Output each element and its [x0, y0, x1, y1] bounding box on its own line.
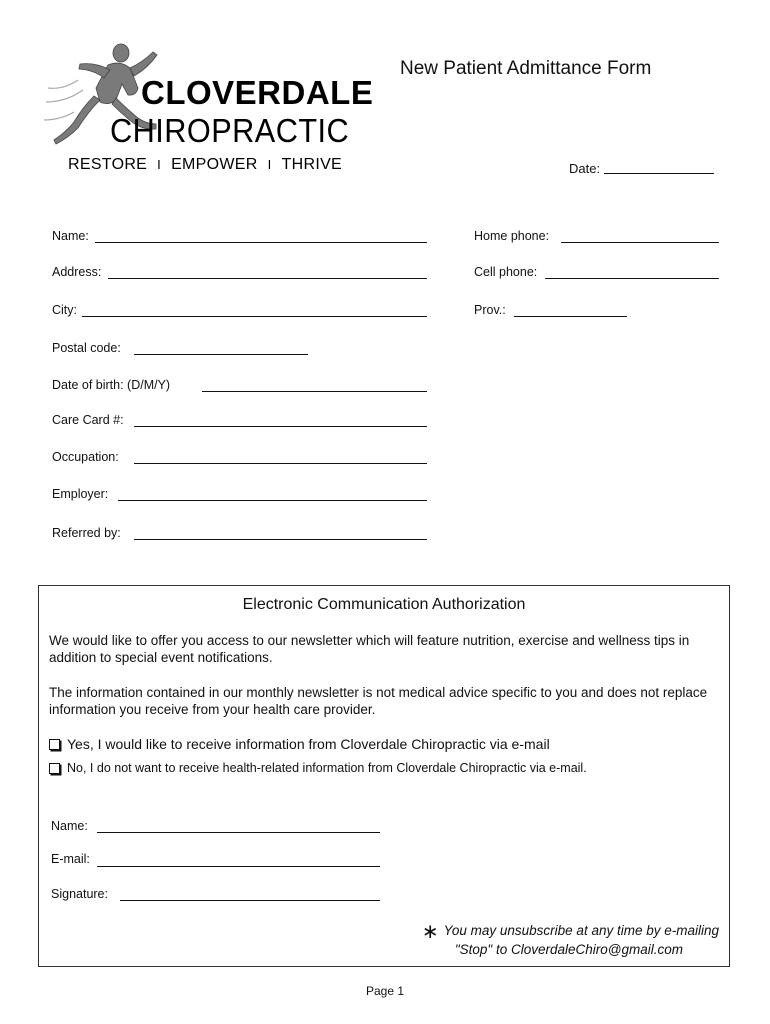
city-field[interactable]	[82, 316, 427, 317]
auth-email-field[interactable]	[97, 866, 380, 867]
authorization-title: Electronic Communication Authorization	[242, 596, 526, 613]
occupation-field[interactable]	[134, 463, 427, 464]
referred-by-label: Referred by:	[52, 526, 121, 540]
tagline-restore: RESTORE	[68, 156, 148, 173]
auth-name-field[interactable]	[97, 832, 380, 833]
clinic-logo	[38, 40, 374, 190]
brand-name: CLOVERDALE	[141, 74, 374, 111]
employer-field[interactable]	[118, 500, 427, 501]
tagline-empower: EMPOWER	[171, 156, 258, 173]
unsubscribe-note	[422, 922, 719, 959]
authorization-paragraph-2: The information contained in our monthly newsletter is not medical advice specific to you and does not replace information you receive from your health care provider.	[49, 685, 708, 717]
cell-phone-label: Cell phone:	[474, 265, 538, 279]
date-of-birth-label: Date of birth: (D/M/Y)	[52, 378, 171, 392]
option-no-row[interactable]	[49, 761, 587, 775]
date-field[interactable]	[604, 173, 714, 174]
employer-label: Employer:	[52, 487, 109, 501]
brand-subtitle: CHIROPRACTIC	[110, 112, 350, 149]
option-no-label: No, I do not want to receive health-related information from Cloverdale Chiropractic via e-mail.	[67, 761, 587, 775]
city-label: City:	[52, 303, 77, 317]
form-title: New Patient Admittance Form	[400, 58, 652, 79]
option-yes-row[interactable]	[49, 736, 550, 752]
option-yes-checkbox[interactable]	[49, 739, 60, 750]
auth-signature-label: Signature:	[51, 887, 108, 901]
tagline-separator: I	[267, 157, 272, 172]
postal-code-field[interactable]	[134, 354, 308, 355]
prov-label: Prov.:	[474, 303, 506, 317]
option-yes-label: Yes, I would like to receive information from Cloverdale Chiropractic via e-mail	[67, 736, 550, 752]
auth-name-label: Name:	[51, 819, 88, 833]
occupation-label: Occupation:	[52, 450, 119, 464]
tagline-separator: I	[157, 157, 162, 172]
tagline-thrive: THRIVE	[281, 156, 343, 173]
date-of-birth-field[interactable]	[202, 391, 427, 392]
postal-code-label: Postal code:	[52, 341, 121, 355]
auth-signature-field[interactable]	[120, 900, 380, 901]
care-card-label: Care Card #:	[52, 413, 124, 427]
home-phone-field[interactable]	[561, 242, 719, 243]
unsubscribe-note-line-1: You may unsubscribe at any time by e-mailing	[443, 923, 719, 938]
name-field[interactable]	[95, 242, 427, 243]
address-field[interactable]	[108, 278, 427, 279]
electronic-communication-authorization	[38, 585, 730, 967]
date-label: Date:	[569, 161, 601, 176]
brand-tagline	[68, 156, 342, 174]
authorization-paragraph-1: We would like to offer you access to our newsletter which will feature nutrition, exercise and wellness tips in addition to special event notifications.	[49, 633, 690, 665]
care-card-field[interactable]	[134, 426, 427, 427]
unsubscribe-note-line-2: "Stop" to CloverdaleChiro@gmail.com	[454, 942, 683, 957]
page-number: Page 1	[365, 984, 405, 998]
home-phone-label: Home phone:	[474, 229, 550, 243]
referred-by-field[interactable]	[134, 539, 427, 540]
address-label: Address:	[52, 265, 102, 279]
cell-phone-field[interactable]	[545, 278, 719, 279]
option-no-checkbox[interactable]	[49, 763, 60, 774]
asterisk-icon: ∗	[421, 921, 439, 943]
name-label: Name:	[52, 229, 89, 243]
auth-email-label: E-mail:	[51, 852, 90, 866]
prov-field[interactable]	[514, 316, 627, 317]
